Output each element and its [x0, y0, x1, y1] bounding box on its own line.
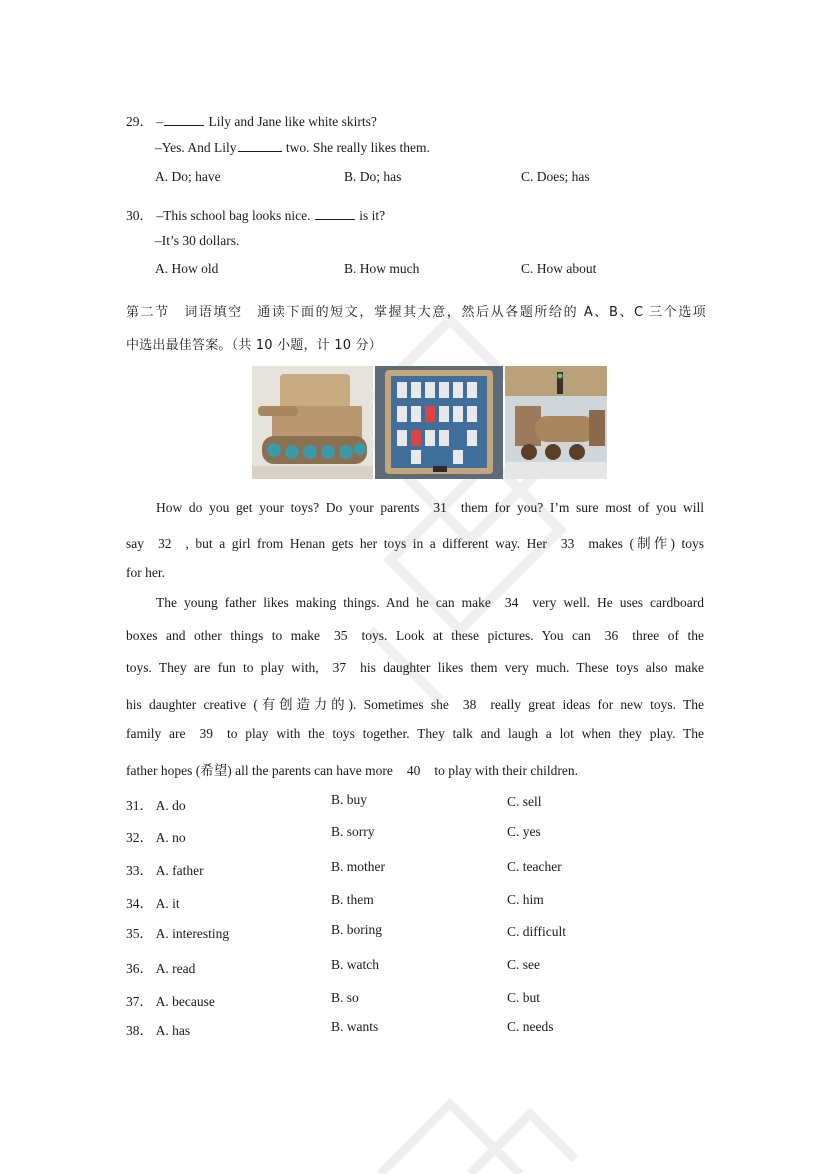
q29-dash: –	[156, 114, 164, 129]
option-a[interactable]: A. it	[155, 896, 180, 911]
option-b[interactable]: B. wants	[331, 1019, 379, 1034]
passage-text: really great ideas for new toys. The	[490, 697, 705, 712]
option-b[interactable]: B. buy	[331, 792, 368, 807]
choice-row-38	[126, 1019, 190, 1039]
blank-35[interactable]: 35	[334, 628, 348, 643]
q29-blank-2	[238, 150, 282, 152]
choice-number: 38．	[126, 1023, 153, 1038]
q29-reply	[155, 140, 430, 156]
choice-number: 35．	[126, 926, 153, 941]
q30-reply: –It’s 30 dollars.	[155, 233, 240, 248]
q30-blank	[315, 218, 355, 220]
blank-38[interactable]: 38	[462, 697, 477, 712]
q29-reply-text-b: two. She really likes them.	[285, 140, 430, 155]
toy-pictures	[252, 366, 607, 479]
passage-text: toys. They are fun to play with,	[126, 660, 319, 675]
watermark-icon	[360, 1090, 580, 1174]
choice-number: 37．	[126, 994, 153, 1009]
blank-36[interactable]: 36	[604, 628, 619, 643]
q29-option-c[interactable]: C. Does; has	[521, 169, 590, 184]
passage-text: for her.	[126, 565, 165, 580]
option-b[interactable]: B. so	[331, 990, 359, 1005]
option-a[interactable]: A. father	[155, 863, 204, 878]
option-b[interactable]: B. sorry	[331, 824, 375, 839]
option-c[interactable]: C. see	[507, 957, 540, 972]
section-2-instructions-line-1: 第二节 词语填空 通读下面的短文，掌握其大意，然后从各题所给的 A、B、C 三个选项	[126, 305, 706, 320]
option-b[interactable]: B. them	[331, 892, 374, 907]
option-a[interactable]: A. interesting	[155, 926, 230, 941]
passage-line-8	[126, 726, 704, 746]
passage-text: them for you? I’m sure most of you will	[460, 500, 704, 515]
cardboard-tank-image	[252, 366, 373, 479]
choice-row-36	[126, 957, 195, 977]
passage-text: to play with their children.	[434, 763, 578, 778]
passage-text: very well. He uses cardboard	[532, 595, 704, 610]
choice-number: 34．	[126, 896, 153, 911]
option-a[interactable]: A. no	[155, 830, 186, 845]
passage-line-2	[126, 532, 704, 552]
passage-text: How do you get your toys? Do your parents	[156, 500, 420, 515]
option-c[interactable]: C. teacher	[507, 859, 562, 874]
q29-option-a[interactable]: A. Do; have	[155, 169, 221, 184]
passage-text: his daughter creative (有创造力的). Sometimes she	[126, 697, 449, 712]
option-a[interactable]: A. read	[155, 961, 196, 976]
passage-text: family are	[126, 726, 186, 741]
blank-31[interactable]: 31	[433, 500, 447, 515]
q30-option-b[interactable]: B. How much	[344, 261, 420, 276]
choice-number: 32．	[126, 830, 153, 845]
option-c[interactable]: C. sell	[507, 794, 542, 809]
passage-line-4	[156, 595, 704, 615]
tank-icon	[252, 366, 373, 479]
option-b[interactable]: B. mother	[331, 859, 385, 874]
option-b[interactable]: B. watch	[331, 957, 379, 972]
option-a[interactable]: A. has	[155, 1023, 191, 1038]
train-icon	[505, 366, 607, 479]
passage-text: , but a girl from Henan gets her toys in a different way. Her	[185, 536, 547, 551]
passage-line-7	[126, 693, 704, 713]
choice-row-37	[126, 990, 215, 1010]
passage-text: The young father likes making things. And he can make	[156, 595, 491, 610]
passage-text: father hopes (希望) all the parents can have more	[126, 763, 393, 778]
passage-text: to play with the toys together. They talk and laugh a lot when they play. The	[227, 726, 704, 741]
choice-row-34	[126, 892, 180, 912]
choice-number: 31．	[126, 798, 153, 813]
option-c[interactable]: C. difficult	[507, 924, 566, 939]
choice-row-32	[126, 826, 186, 846]
blank-40[interactable]: 40	[406, 763, 421, 778]
passage-line-3	[126, 565, 704, 585]
q29-option-b[interactable]: B. Do; has	[344, 169, 402, 184]
passage-line-1	[156, 500, 704, 520]
option-c[interactable]: C. needs	[507, 1019, 554, 1034]
q30-number: 30．	[126, 208, 153, 223]
blank-34[interactable]: 34	[504, 595, 519, 610]
passage-line-6	[126, 660, 704, 680]
passage-text: three of the	[632, 628, 704, 643]
q29-stem-text: Lily and Jane like white skirts?	[208, 114, 377, 129]
passage-text: boxes and other things to make	[126, 628, 321, 643]
passage-line-5	[126, 628, 704, 648]
choice-row-35	[126, 922, 229, 942]
option-c[interactable]: C. him	[507, 892, 544, 907]
q30-stem-text-a: –This school bag looks nice.	[156, 208, 311, 223]
passage-text: makes (制作) toys	[588, 536, 705, 551]
option-c[interactable]: C. yes	[507, 824, 541, 839]
section-2-instructions-line-2: 中选出最佳答案。（共 10 小题，计 10 分）	[126, 338, 382, 353]
choice-number: 33．	[126, 863, 153, 878]
passage-line-9	[126, 759, 704, 779]
option-a[interactable]: A. because	[155, 994, 215, 1009]
q29-number: 29．	[126, 114, 153, 129]
q30-option-c[interactable]: C. How about	[521, 261, 597, 276]
option-b[interactable]: B. boring	[331, 922, 383, 937]
blank-32[interactable]: 32	[158, 536, 172, 551]
q29-stem	[126, 110, 377, 130]
cardboard-train-image	[505, 366, 607, 479]
q30-stem-text-b: is it?	[359, 208, 386, 223]
choice-row-33	[126, 859, 204, 879]
q30-stem	[126, 204, 385, 224]
q29-blank-1	[164, 124, 204, 126]
blank-39[interactable]: 39	[199, 726, 214, 741]
car-parking-board-image	[375, 366, 502, 479]
blank-33[interactable]: 33	[560, 536, 575, 551]
passage-text: toys. Look at these pictures. You can	[361, 628, 591, 643]
option-a[interactable]: A. do	[155, 798, 186, 813]
board-icon	[375, 366, 502, 479]
passage-text: say	[126, 536, 144, 551]
q30-option-a[interactable]: A. How old	[155, 261, 219, 276]
option-c[interactable]: C. but	[507, 990, 541, 1005]
blank-37[interactable]: 37	[332, 660, 347, 675]
choice-row-31	[126, 794, 186, 814]
passage-text: his daughter likes them very much. These toys also make	[360, 660, 704, 675]
q29-reply-text-a: –Yes. And Lily	[155, 140, 237, 155]
choice-number: 36．	[126, 961, 153, 976]
